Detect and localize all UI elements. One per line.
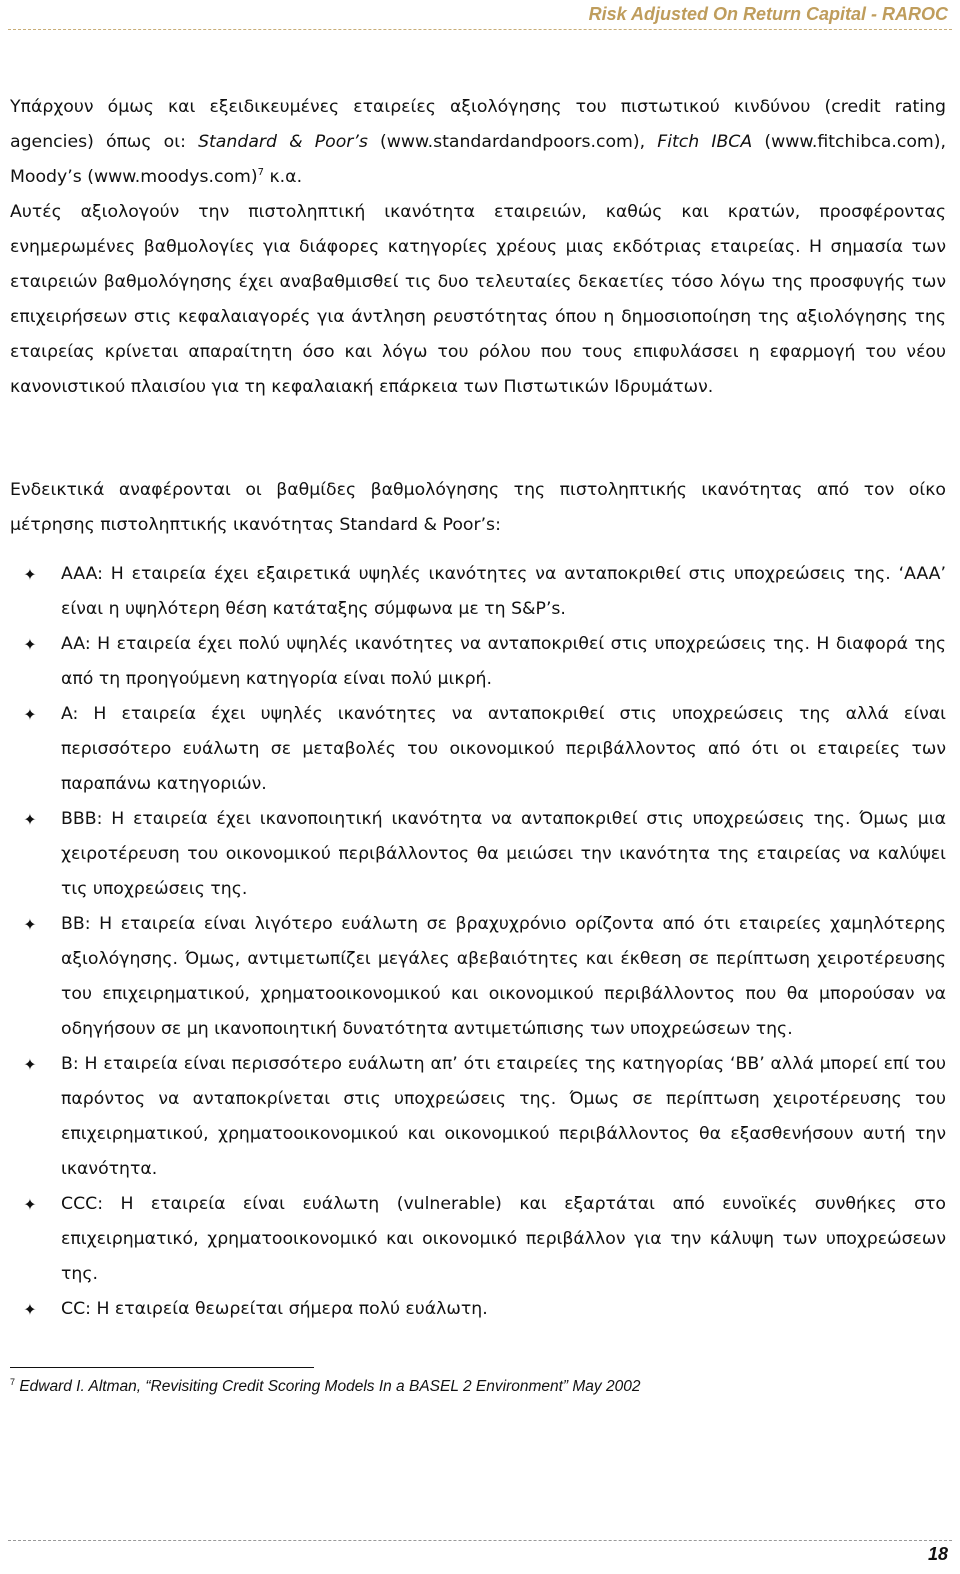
star-bullet-icon: ✦ [23, 915, 37, 934]
agencies-body-text: Αυτές αξιολογούν την πιστοληπτική ικανότητα εταιρειών, καθώς και κρατών, προσφέροντας ενημερωμένες βαθμολογίες για διάφορες κατηγορίες χρέους μιας εκδότριας εταιρείας. Η σημασία των εταιρειών βαθμολόγησης έχει αναβαθμισθεί τις δυο τελευταίες δεκαετίες τόσο λόγω της προσφυγής των επιχειρήσεων στις κεφαλαιαγορές για άντληση ρευστότητας όπου η δημοσιοποίηση της αξιολόγησης της εταιρείας κρίνεται απαραίτητη όσο και λόγω του ρόλου που τους επιφυλάσσει η εφαρμογή του νέου κανονιστικού πλαισίου για τη κεφαλαιακή επάρκεια των Πιστωτικών Ιδρυμάτων. [10, 202, 946, 397]
rating-text: CCC: Η εταιρεία είναι ευάλωτη (vulnerable) και εξαρτάται από ευνοϊκές συνθήκες στο επιχειρηματικό, χρηματοοικονομικό και οικονομικό περιβάλλον για την κάλυψη των υποχρεώσεων της. [61, 1194, 946, 1284]
rating-text: AAA: Η εταιρεία έχει εξαιρετικά υψηλές ικανότητες να ανταποκριθεί στις υποχρεώσεις της. ‘AAA’ είναι η υψηλότερη θέση κατάταξης σύμφωνα με τη S&P’s. [61, 564, 946, 619]
rating-item-ccc [0, 1187, 946, 1292]
rating-text: B: Η εταιρεία είναι περισσότερο ευάλωτη απ’ ότι εταιρείες της κατηγορίας ‘BB’ αλλά μπορεί επί του παρόντος να ανταποκρίνεται στις υποχρεώσεις της. Όμως σε περίπτωση χειροτέρευσης του επιχειρηματικού, χρηματοοικονομικού και οικονομικού περιβάλλοντος θα εξασθενήσουν αυτή την ικανότητα. [61, 1054, 946, 1179]
fitch-name: Fitch IBCA [657, 132, 753, 152]
footnote-text: Edward I. Altman, “Revisiting Credit Scoring Models In a BASEL 2 Environment” May 2002 [15, 1378, 641, 1395]
star-bullet-icon: ✦ [23, 1300, 37, 1319]
star-bullet-icon: ✦ [23, 565, 37, 584]
star-bullet-icon: ✦ [23, 635, 37, 654]
page-number: 18 [927, 1544, 948, 1564]
star-bullet-icon: ✦ [23, 1055, 37, 1074]
rating-item-bbb [0, 802, 946, 907]
footnote-reference: 7 [257, 167, 264, 179]
standard-poors-name: Standard & Poor’s [198, 132, 368, 152]
intro-text: Υπάρχουν όμως και εξειδικευμένες εταιρείες αξιολόγησης του πιστωτικού κινδύνου (credit rating agencies) όπως οι: [10, 97, 946, 152]
star-bullet-icon: ✦ [23, 1195, 37, 1214]
ratings-list [0, 557, 946, 1327]
star-bullet-icon: ✦ [23, 705, 37, 724]
rating-text: AA: Η εταιρεία έχει πολύ υψηλές ικανότητες να ανταποκριθεί στις υποχρεώσεις της. Η διαφορά της από τη προηγούμενη κατηγορία είναι πολύ μικρή. [61, 634, 946, 689]
rating-item-aaa [0, 557, 946, 627]
rating-text: A: Η εταιρεία έχει υψηλές ικανότητες να ανταποκριθεί στις υποχρεώσεις της αλλά είναι περισσότερο ευάλωτη σε μεταβολές του οικονομικού περιβάλλοντος από ότι οι εταιρείες των παραπάνω κατηγοριών. [61, 704, 946, 794]
rating-item-aa [0, 627, 946, 697]
running-header-title: Risk Adjusted On Return Capital - RAROC [588, 4, 948, 24]
footer-divider [8, 1540, 952, 1541]
header-divider [8, 29, 952, 30]
rating-item-bb [0, 907, 946, 1047]
agencies-paragraph [10, 90, 946, 405]
standard-poors-url: (www.standardandpoors.com), [367, 132, 658, 152]
rating-item-a [0, 697, 946, 802]
rating-text: CC: Η εταιρεία θεωρείται σήμερα πολύ ευάλωτη. [61, 1299, 488, 1319]
rating-text: BBB: Η εταιρεία έχει ικανοποιητική ικανότητα να ανταποκριθεί στις υποχρεώσεις της. Όμως μια χειροτέρευση του οικονομικού περιβάλλοντος θα μειώσει την ικανότητα της εταιρείας να καλύψει τις υποχρεώσεις της. [61, 809, 946, 899]
footnote-divider [10, 1367, 314, 1368]
star-bullet-icon: ✦ [23, 810, 37, 829]
footnote [10, 1378, 640, 1396]
rating-item-b [0, 1047, 946, 1187]
etc-text: κ.α. [264, 167, 303, 187]
footnote-number: 7 [10, 1376, 16, 1387]
rating-text: BB: Η εταιρεία είναι λιγότερο ευάλωτη σε βραχυχρόνιο ορίζοντα από ότι εταιρείες χαμηλότερης αξιολόγησης. Όμως, αντιμετωπίζει μεγάλες αβεβαιότητες και έκθεση σε περίπτωση χειροτέρευσης του επιχειρηματικού, χρηματοοικονομικού και οικονομικού περιβάλλοντος που θα μπορούσαν να οδηγήσουν σε μη ικανοποιητική δυνατότητα αντιμετώπισης των υποχρεώσεων της. [61, 914, 946, 1039]
ratings-intro-paragraph: Ενδεικτικά αναφέρονται οι βαθμίδες βαθμολόγησης της πιστοληπτικής ικανότητας από τον οίκο μέτρησης πιστοληπτικής ικανότητας Standard & Poor’s: [10, 480, 946, 535]
fitch-moodys-url: (www.fitchibca.com), Moody’s (www.moodys.com) [10, 132, 946, 187]
rating-item-cc [0, 1292, 946, 1327]
